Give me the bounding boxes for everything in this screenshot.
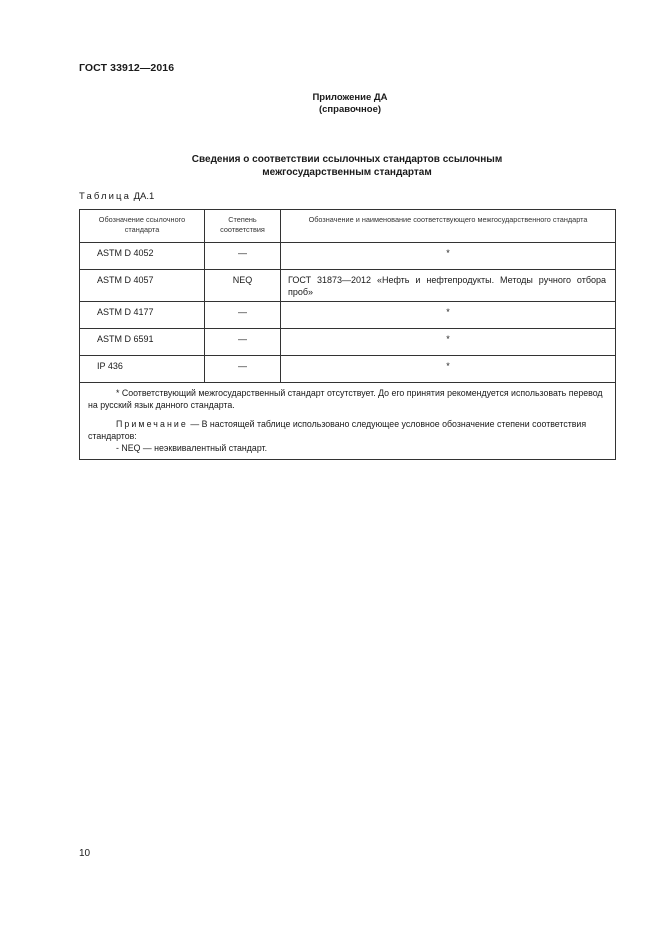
appendix-title: Приложение ДА <box>312 92 388 103</box>
section-title-line-2: межгосударственным стандартам <box>262 167 432 178</box>
cell-interstate: ГОСТ 31873—2012 «Нефть и нефтепродукты. Методы ручного отбора проб» <box>281 270 616 302</box>
cell-standard: IP 436 <box>80 356 205 383</box>
table-footer-cell <box>80 383 616 460</box>
cell-degree: — <box>205 243 281 270</box>
table-footer-row <box>80 383 616 460</box>
cell-standard: ASTM D 4057 <box>80 270 205 302</box>
table-row <box>80 356 616 383</box>
cell-degree: — <box>205 356 281 383</box>
column-header-degree: Степень соответствия <box>205 210 281 243</box>
appendix-subtitle: (справочное) <box>318 104 382 115</box>
table-caption-number: ДА.1 <box>133 191 155 202</box>
table-header-row <box>80 210 616 243</box>
cell-interstate: * <box>281 302 616 329</box>
table-footnote: * Соответствующий межгосударственный стандарт отсутствует. До его принятия рекомендуется использовать перевод на русский язык данного стандарта. <box>88 388 603 410</box>
table-caption <box>79 191 154 202</box>
cell-degree: — <box>205 302 281 329</box>
appendix-heading <box>290 92 410 116</box>
cell-interstate: * <box>281 356 616 383</box>
table-row <box>80 270 616 302</box>
cell-degree: NEQ <box>205 270 281 302</box>
table-note-text: — В настоящей таблице использовано следующее условное обозначение степени соответствия стандартов: <box>88 419 587 441</box>
column-header-interstate: Обозначение и наименование соответствующего межгосударственного стандарта <box>281 210 616 243</box>
table-row <box>80 302 616 329</box>
table-row <box>80 329 616 356</box>
document-code: ГОСТ 33912—2016 <box>79 62 175 74</box>
table-row <box>80 243 616 270</box>
table-note-label: Примечание <box>116 419 188 429</box>
column-header-standard: Обозначение ссылочного стандарта <box>80 210 205 243</box>
cell-standard: ASTM D 4052 <box>80 243 205 270</box>
table-note-item: - NEQ — неэквивалентный стандарт. <box>116 443 268 453</box>
table-caption-label: Таблица <box>79 191 131 202</box>
cell-degree: — <box>205 329 281 356</box>
table-note <box>88 418 607 442</box>
cell-standard: ASTM D 6591 <box>80 329 205 356</box>
standards-table <box>79 209 616 460</box>
cell-interstate: * <box>281 243 616 270</box>
section-title-line-1: Сведения о соответствии ссылочных стандартов ссылочным <box>191 154 503 165</box>
section-title <box>130 153 564 179</box>
cell-interstate: * <box>281 329 616 356</box>
page-number: 10 <box>79 848 91 859</box>
cell-standard: ASTM D 4177 <box>80 302 205 329</box>
